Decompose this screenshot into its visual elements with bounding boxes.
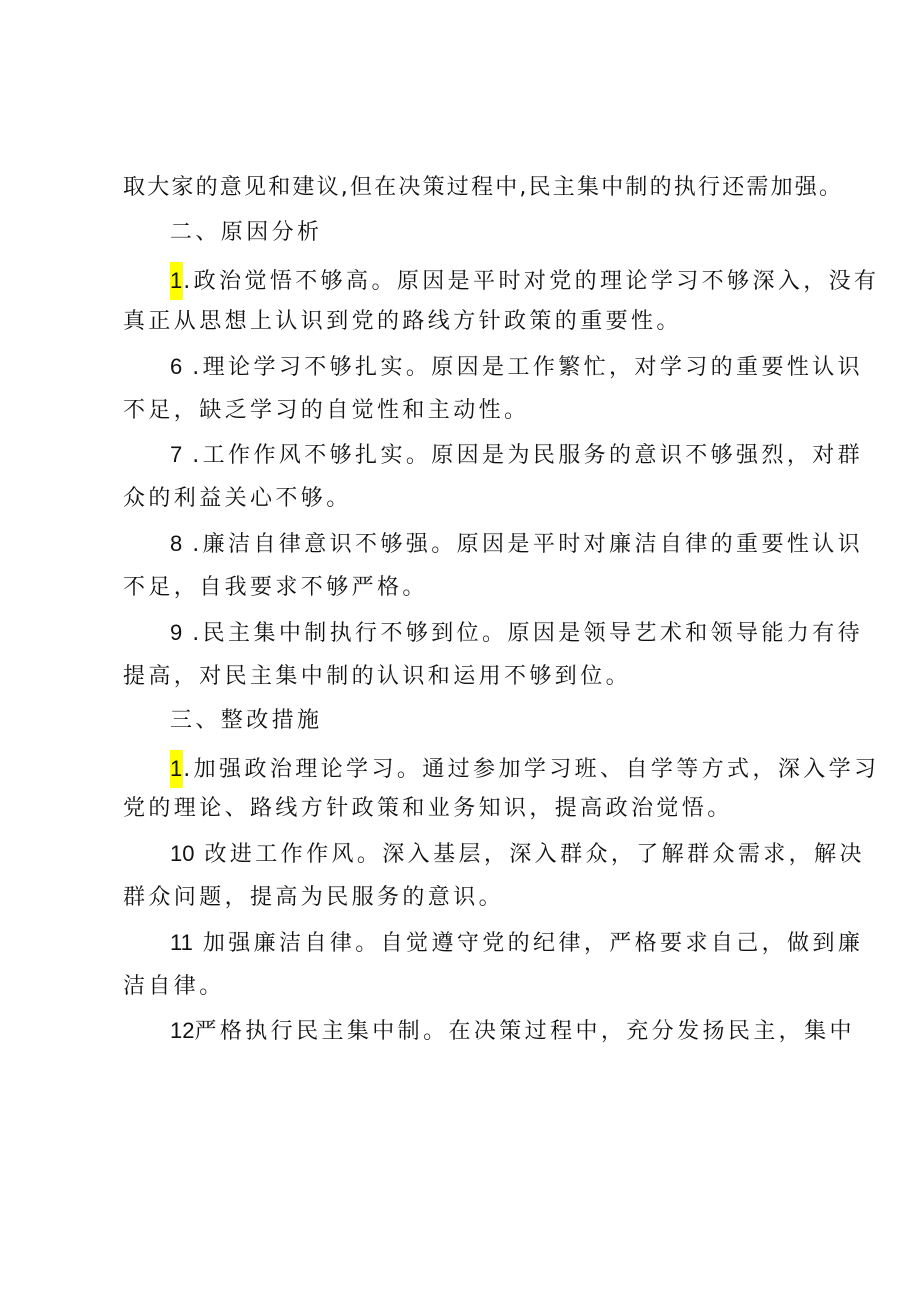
paragraph-line	[170, 1016, 855, 1047]
paragraph-line	[170, 928, 864, 959]
text: 洁自律。	[123, 974, 225, 999]
text: 加强廉洁自律。自觉遵守党的纪律，严格要求自己，做到廉	[202, 931, 864, 956]
paragraph-line	[123, 484, 813, 514]
paragraph-line	[123, 173, 844, 203]
text: 群众问题，提高为民服务的意识。	[123, 885, 505, 910]
paragraph-line	[123, 972, 813, 1002]
section-heading-causes	[170, 218, 813, 248]
text: .政治觉悟不够高。原因是平时对党的理论学习不够深入，没有	[183, 269, 880, 294]
highlighted-item-number: 1	[170, 750, 183, 788]
text: 改进工作作风。深入基层，深入群众，了解群众需求，解决	[204, 842, 865, 867]
section-heading-measures	[170, 706, 813, 736]
paragraph-line	[170, 440, 864, 471]
paragraph-line	[123, 396, 813, 426]
paragraph-line	[170, 750, 880, 788]
text: .廉洁自律意识不够强。原因是平时对廉洁自律的重要性认识	[192, 532, 864, 557]
text: 严格执行民主集中制。在决策过程中，充分发扬民主，集中	[194, 1019, 855, 1044]
item-number: 7	[170, 442, 183, 467]
item-number: 12	[170, 1018, 195, 1043]
paragraph-line	[123, 662, 813, 692]
paragraph-line	[170, 618, 864, 649]
item-number: 6	[170, 354, 183, 379]
text: .工作作风不够扎实。原因是为民服务的意识不够强烈，对群	[192, 443, 864, 468]
paragraph-line	[123, 307, 813, 337]
paragraph-line	[170, 352, 864, 383]
paragraph-line	[123, 883, 813, 913]
text: .加强政治理论学习。通过参加学习班、自学等方式，深入学习	[183, 757, 880, 782]
paragraph-line	[170, 529, 864, 560]
text: 党的理论、路线方针政策和业务知识，提高政治觉悟。	[123, 796, 733, 821]
text: 不足，自我要求不够严格。	[123, 575, 428, 600]
text: 真正从思想上认识到党的路线方针政策的重要性。	[123, 309, 682, 334]
heading-text: 二、原因分析	[170, 220, 323, 245]
paragraph-line	[170, 839, 865, 870]
item-number: 8	[170, 531, 183, 556]
text: .民主集中制执行不够到位。原因是领导艺术和领导能力有待	[192, 621, 864, 646]
item-number: 11	[170, 930, 193, 955]
paragraph-line	[123, 794, 813, 824]
text: 取大家的意见和建议,但在决策过程中,民主集中制的执行还需加强。	[123, 175, 844, 200]
highlighted-item-number: 1	[170, 262, 183, 300]
item-number: 10	[170, 841, 195, 866]
text: 不足，缺乏学习的自觉性和主动性。	[123, 398, 530, 423]
text: 众的利益关心不够。	[123, 486, 352, 511]
heading-text: 三、整改措施	[170, 708, 323, 733]
paragraph-line	[170, 262, 880, 300]
paragraph-line	[123, 573, 813, 603]
item-number: 9	[170, 620, 183, 645]
text: .理论学习不够扎实。原因是工作繁忙，对学习的重要性认识	[192, 355, 864, 380]
text: 提高，对民主集中制的认识和运用不够到位。	[123, 664, 632, 689]
